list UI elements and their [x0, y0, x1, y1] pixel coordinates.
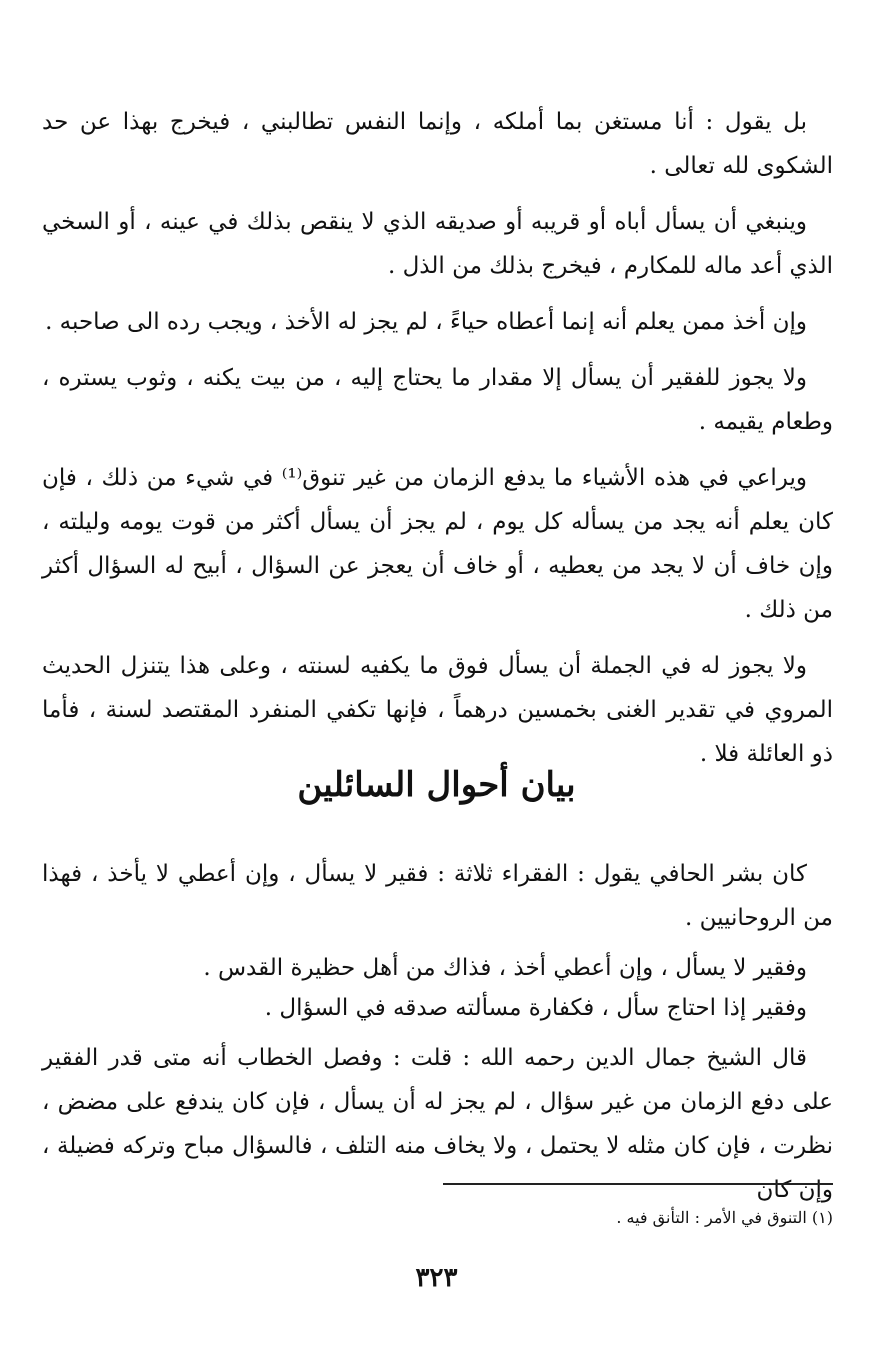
paragraph: كان بشر الحافي يقول : الفقراء ثلاثة : فقير لا يسأل ، وإن أعطي لا يأخذ ، فهذا من الروحانيين . [42, 861, 833, 931]
paragraph: وإن أخذ ممن يعلم أنه إنما أعطاه حياءً ، لم يجز له الأخذ ، ويجب رده الى صاحبه . [45, 309, 807, 335]
paragraph: وفقير لا يسأل ، وإن أعطي أخذ ، فذاك من أهل حظيرة القدس . [203, 955, 807, 981]
page-number: ٣٢٣ [415, 1263, 458, 1293]
main-text-upper [42, 100, 833, 776]
paragraph: ولا يجوز له في الجملة أن يسأل فوق ما يكفيه لسنته ، وعلى هذا يتنزل الحديث المروي في تقدير الغنى بخمسين درهماً ، فإنها تكفي المنفرد المقتصد لسنة ، فأما ذو العائلة فلا . [42, 653, 833, 767]
paragraph: وينبغي أن يسأل أباه أو قريبه أو صديقه الذي لا ينقص بذلك في عينه ، أو السخي الذي أعد ماله للمكارم ، فيخرج بذلك من الذل . [42, 209, 833, 279]
paragraph: ولا يجوز للفقير أن يسأل إلا مقدار ما يحتاج إليه ، من بيت يكنه ، وثوب يستره ، وطعام يقيمه . [42, 365, 833, 435]
paragraph: قال الشيخ جمال الدين رحمه الله : قلت : وفصل الخطاب أنه متى قدر الفقير على دفع الزمان من غير سؤال ، لم يجز له أن يسأل ، فإن كان يندفع على مضض ، نظرت ، فإن كان مثله لا يحتمل ، ولا يخاف منه التلف ، فالسؤال مباح وتركه فضيلة ، وإن كان [42, 1045, 833, 1203]
paragraph: ويراعي في هذه الأشياء ما يدفع الزمان من غير تنوق⁽¹⁾ في شيء من ذلك ، فإن كان يعلم أنه يجد من يسأله كل يوم ، لم يجز أن يسأل أكثر من قوت يومه وليلته ، وإن خاف أن لا يجد من يعطيه ، أو خاف أن يعجز عن السؤال ، أبيح له السؤال أكثر من ذلك . [42, 465, 833, 623]
paragraph: بل يقول : أنا مستغن بما أملكه ، وإنما النفس تطالبني ، فيخرج بهذا عن حد الشكوى لله تعالى . [42, 109, 833, 179]
paragraph: وفقير إذا احتاج سأل ، فكفارة مسألته صدقه في السؤال . [264, 995, 807, 1021]
footnote-divider [443, 1183, 833, 1185]
main-text-lower [42, 852, 833, 1212]
footnote: (١) التنوق في الأمر : التأنق فيه . [616, 1208, 833, 1227]
section-title: بيان أحوال السائلين [297, 765, 576, 805]
